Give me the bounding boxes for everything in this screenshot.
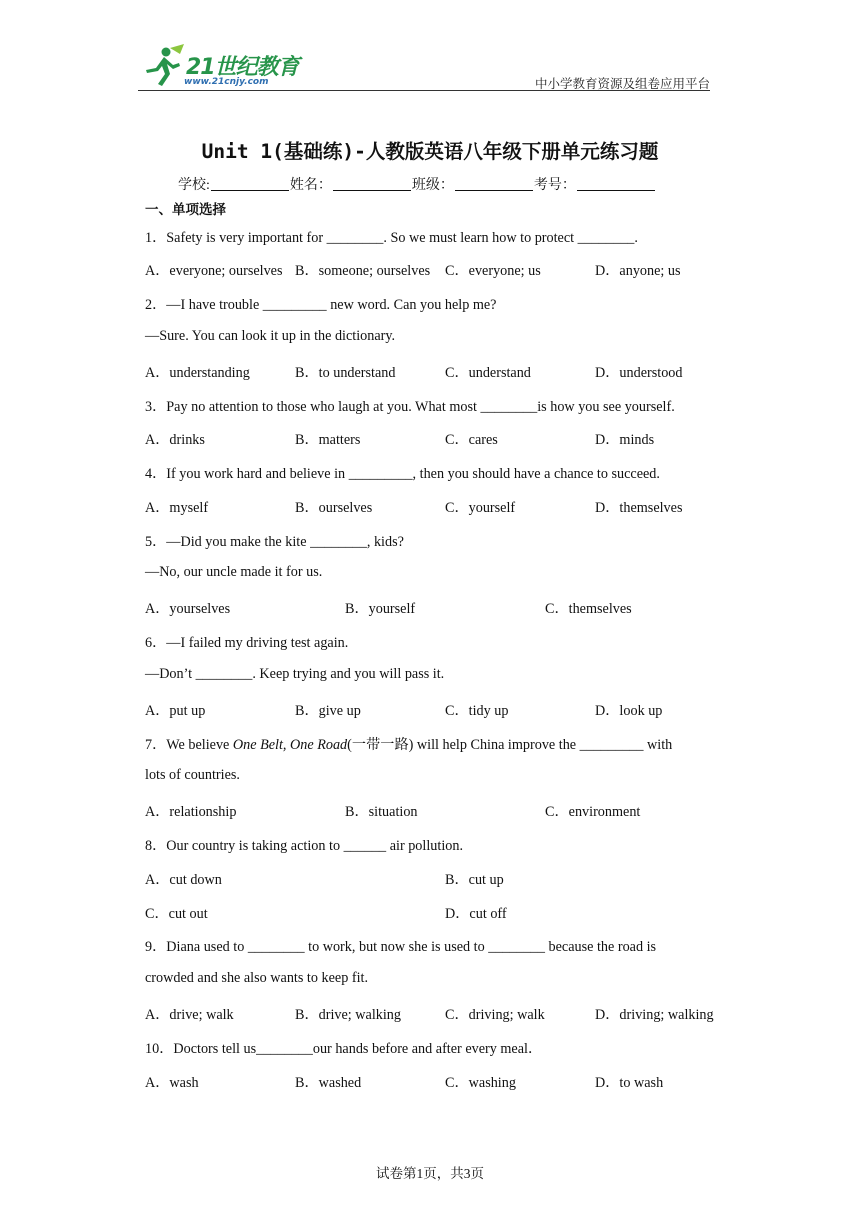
name-blank[interactable] (333, 176, 411, 191)
student-info-row (178, 174, 656, 194)
q6-option-a[interactable]: A．put up (145, 703, 206, 719)
question-4-text: 4．If you work hard and believe in _________, then you should have a chance to succeed. (145, 466, 660, 482)
header-platform-name: 中小学教育资源及组卷应用平台 (534, 77, 710, 91)
question-5-text-2: —No, our uncle made it for us. (145, 564, 323, 580)
q8-option-b[interactable]: B．cut up (445, 872, 504, 888)
question-7-text-2: lots of countries. (145, 767, 240, 783)
question-1-text: 1．Safety is very important for ________. So we must learn how to protect ________. (145, 230, 638, 246)
q6-option-d[interactable]: D．look up (595, 703, 663, 719)
q10-option-c[interactable]: C．washing (445, 1075, 516, 1091)
question-7-text (145, 734, 672, 754)
class-label: 班级： (411, 178, 454, 193)
header-divider (138, 90, 710, 91)
question-9-text-2: crowded and she also wants to keep fit. (145, 970, 368, 986)
q9-option-d[interactable]: D．driving; walking (595, 1007, 714, 1023)
q7-suffix: (一带一路) will help China improve the _________ with (347, 737, 673, 753)
q5-option-c[interactable]: C．themselves (545, 601, 632, 617)
name-label: 姓名： (289, 178, 332, 193)
q5-option-b[interactable]: B．yourself (345, 601, 416, 617)
q2-option-b[interactable]: B．to understand (295, 365, 396, 381)
q2-option-d[interactable]: D．understood (595, 365, 683, 381)
q4-option-a[interactable]: A．myself (145, 500, 209, 516)
q3-option-b[interactable]: B．matters (295, 432, 361, 448)
q1-option-b[interactable]: B．someone; ourselves (295, 263, 431, 279)
question-8-text: 8．Our country is taking action to ______ air pollution. (145, 838, 463, 854)
q4-option-d[interactable]: D．themselves (595, 500, 683, 516)
q7-option-a[interactable]: A．relationship (145, 804, 237, 820)
q6-option-c[interactable]: C．tidy up (445, 703, 509, 719)
question-6-text-2: —Don’t ________. Keep trying and you will pass it. (145, 666, 445, 682)
q6-option-b[interactable]: B．give up (295, 703, 361, 719)
exam-no-blank[interactable] (577, 176, 655, 191)
q7-prefix: 7．We believe (145, 737, 233, 753)
question-5-text: 5．—Did you make the kite ________, kids? (145, 534, 404, 550)
q3-option-c[interactable]: C．cares (445, 432, 498, 448)
q4-option-b[interactable]: B．ourselves (295, 500, 373, 516)
school-label: 学校: (178, 178, 210, 193)
q4-option-c[interactable]: C．yourself (445, 500, 516, 516)
q8-option-d[interactable]: D．cut off (445, 906, 507, 922)
question-3-text: 3．Pay no attention to those who laugh at you. What most ________is how you see yourself. (145, 399, 675, 415)
q1-option-a[interactable]: A．everyone; ourselves (145, 263, 283, 279)
class-blank[interactable] (455, 176, 533, 191)
exam-no-label: 考号： (533, 178, 576, 193)
q1-option-c[interactable]: C．everyone; us (445, 263, 541, 279)
q9-option-a[interactable]: A．drive; walk (145, 1007, 234, 1023)
q8-option-c[interactable]: C．cut out (145, 906, 208, 922)
logo-url: www.21cnjy.com (184, 77, 269, 87)
page-header (138, 40, 710, 90)
question-6-text: 6．—I failed my driving test again. (145, 635, 349, 651)
q2-option-c[interactable]: C．understand (445, 365, 531, 381)
page-footer: 试卷第1页，共3页 (376, 1166, 484, 1181)
q7-option-b[interactable]: B．situation (345, 804, 418, 820)
page-title: Unit 1(基础练)-人教版英语八年级下册单元练习题 (201, 140, 659, 163)
logo-text: 21世纪教育 (186, 55, 299, 80)
school-blank[interactable] (211, 176, 289, 191)
q3-option-d[interactable]: D．minds (595, 432, 655, 448)
question-9-text: 9．Diana used to ________ to work, but now she is used to ________ because the road is (145, 939, 657, 955)
section-title: 一、单项选择 (145, 202, 226, 218)
q7-italic-phrase: One Belt, One Road (232, 737, 348, 753)
q9-option-b[interactable]: B．drive; walking (295, 1007, 401, 1023)
q1-option-d[interactable]: D．anyone; us (595, 263, 681, 279)
question-2-text: 2．—I have trouble _________ new word. Can you help me? (145, 297, 497, 313)
q3-option-a[interactable]: A．drinks (145, 432, 205, 448)
q9-option-c[interactable]: C．driving; walk (445, 1007, 545, 1023)
runner-logo-icon (140, 44, 184, 88)
q10-option-b[interactable]: B．washed (295, 1075, 362, 1091)
question-10-text: 10．Doctors tell us________our hands before and after every meal． (145, 1041, 543, 1057)
q7-option-c[interactable]: C．environment (545, 804, 641, 820)
logo (140, 44, 310, 90)
question-2-text-2: —Sure. You can look it up in the dictionary. (145, 328, 396, 344)
q5-option-a[interactable]: A．yourselves (145, 601, 231, 617)
q8-option-a[interactable]: A．cut down (145, 872, 222, 888)
q10-option-a[interactable]: A．wash (145, 1075, 199, 1091)
q2-option-a[interactable]: A．understanding (145, 365, 250, 381)
q10-option-d[interactable]: D．to wash (595, 1075, 664, 1091)
